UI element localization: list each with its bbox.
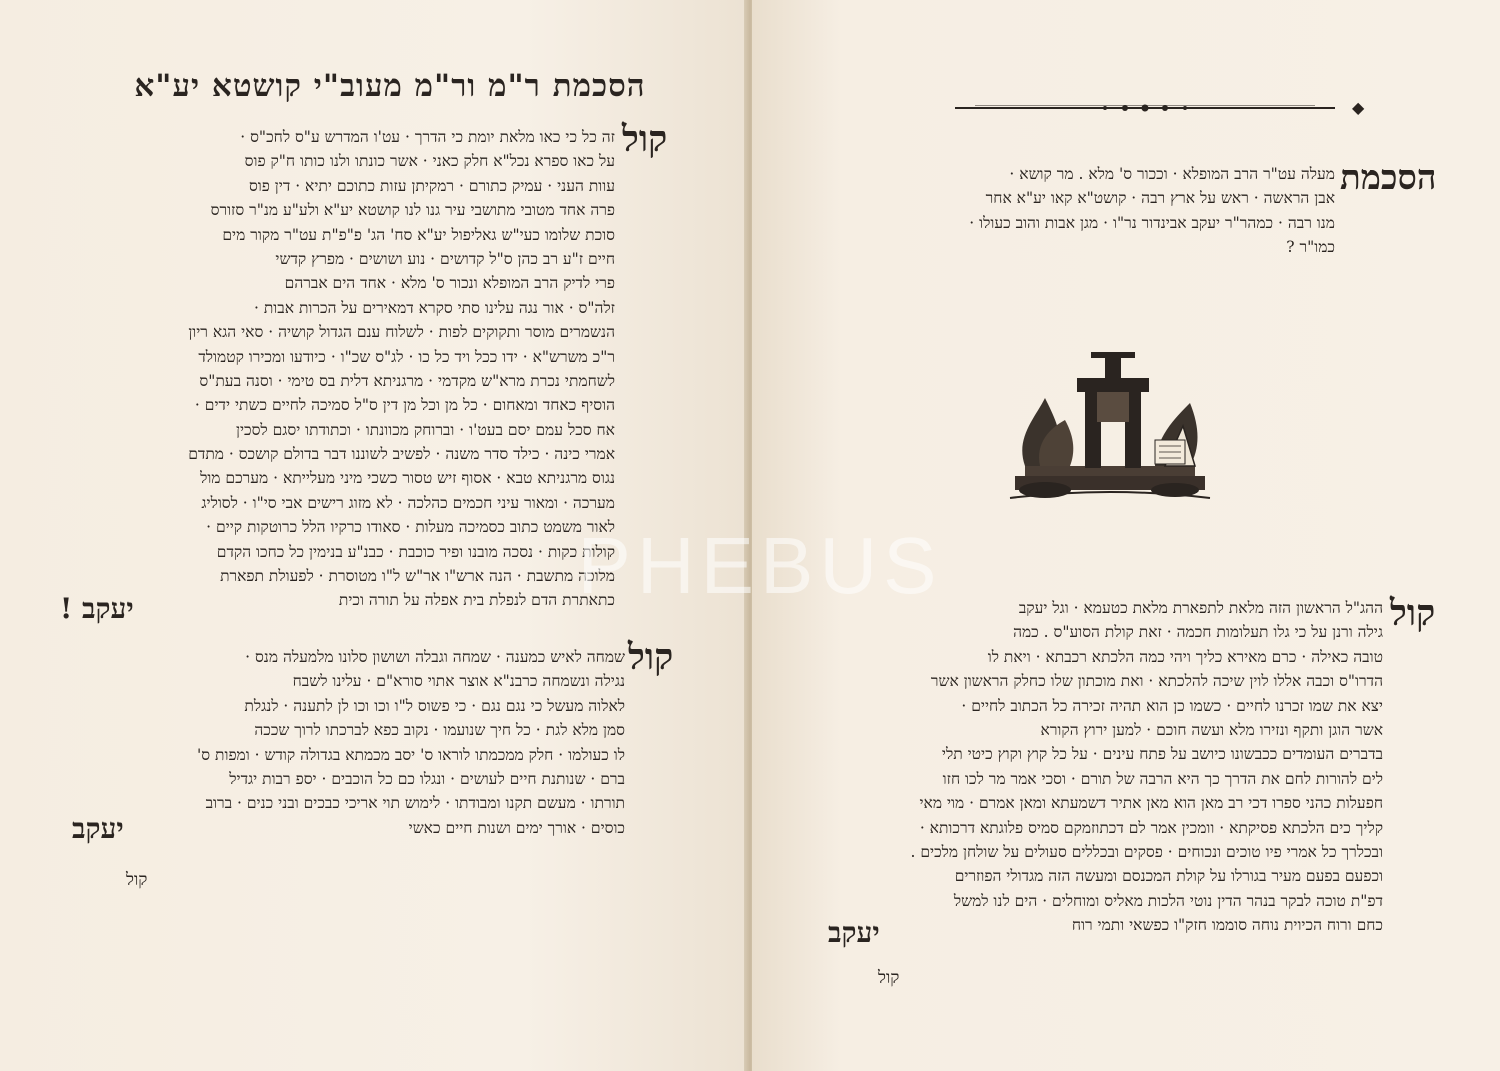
printing-press-vignette-icon	[1005, 348, 1215, 506]
text-line: דפ"ת טוכה לבקר בנהר הדין נוטי הלכות מאליס ומוחלים · הים לנו למשל	[953, 891, 1383, 910]
text-line: פרי לדיק הרב המופלא ונכור ס' מלא · אחד הים אברהם	[284, 274, 615, 293]
catchword: קול	[878, 968, 900, 988]
approbation-text-block	[70, 645, 625, 840]
text-line: שמחה לאיש כמענה · שמחה וגבלה ושושון סלונו מלמעלה מנס ·	[245, 648, 625, 666]
text-line: אח סכל עמם יסם בעט'ו · וברוחק מכוונתו · וכתודתו יסגם לסכין	[236, 420, 615, 439]
text-line: כחם ורוח הכיוית נוחה סוממו חזק"ו כפשאי ותמי רוח	[1071, 916, 1383, 935]
text-line: סמן מלא לגת · כל חיך שנועמו · נקוב כפא לברכתו לרוך שככה	[254, 721, 625, 740]
text-line: סוכת שלומו כעי"ש גאליפול יע"א סח' הג' פ"פ"ת עט"ר מקור מים	[222, 225, 615, 244]
bleed-through-text	[120, 40, 680, 64]
signature: יעקב	[828, 916, 880, 949]
decorative-rule	[955, 104, 1335, 112]
approbation-text-block	[800, 162, 1335, 260]
text-line: עוות העני · עמיק כתורם · רמקיתן עזות כתוכם יתיא · דין פוס	[248, 176, 615, 195]
text-line: לים להורות לחם את הדרך כך היא הרבה של תורם · וסכי אמר מר לכו חזו	[942, 769, 1383, 788]
page-title: הסכמת ר"מ ור"מ מעוב"י קושטא יע"א	[134, 68, 646, 104]
text-line: ההג"ל הראשון הזה מלאת לתפארת מלאת כטעמא · וגל יעקב	[1018, 599, 1383, 617]
text-line: כמו"ר ?	[1286, 238, 1335, 257]
text-line: בדברים העומדים ככבשונו כיושב על פתח עינים · על כל קוץ וקוץ כיטי תלי	[941, 745, 1383, 764]
text-line: טובה כאילה · כרם מאירא כליך ויהי כמה הלכתא רכבתא · ויאת לו	[987, 647, 1383, 666]
signature: יעקב	[72, 812, 124, 845]
text-line: פרה אחד מטובי מתושבי עיר גנו לנו קושטא יע"א ולע"ע מנ"ר סזורס	[210, 201, 615, 220]
text-line: קולות כקות · נסכה מובנו ופיר כוכבת · כבנ"ע בנימין כל כחכו הקדם	[216, 542, 615, 561]
text-line: לו כעולמו · חלק ממכמתו לוראו ס' יסב מכמתא בגדולה קודש · ומפות ס'	[197, 745, 625, 764]
approbation-text-block	[70, 125, 615, 613]
section-head-word: קול	[628, 636, 674, 678]
text-line: גילה ורנן על כי גלו תעלומות חכמה · זאת קולת הסוע"ס . כמה	[1013, 623, 1383, 642]
text-line: יצא את שמו זכרנו לחיים · כשמו כן הוא תהיה זכירה כל הכתוב לחיים ·	[961, 696, 1383, 715]
text-line: חיים ז"ע רב כהן ס"ל קדושים · נוע ושושים · מפרץ קדשי	[275, 249, 615, 268]
text-line: ובכלרך כל אמרי פיו טוכים ונכוחים · פסקים ובכללים סעולים על שולחן מלכים .	[910, 842, 1383, 861]
text-line: הנשמרים מוסר ותקוקים לפות · לשלוח ענם הגדול קושיה · סאי הגא ריון	[188, 323, 615, 342]
text-line: וכפעם בפעם מעיר בגורלו על קולת המכנסם ומעשה הזה מגדולי הפוזרים	[954, 867, 1383, 886]
text-line: לאלוה מעשל כי נגם נגם · כי פשוס ל"ו וכו וכו לן לתענה · לנגלת	[244, 696, 625, 715]
text-line: לשחמתי נכרת מרא"ש מקדמי · מרגניתא דלית בס טימי · וסנה בעת"ס	[199, 371, 615, 390]
text-line: כוסים · אורך ימים ושנות חיים כאשי	[408, 818, 625, 837]
left-page	[0, 0, 748, 1071]
text-line: אבן הראשה · ראש על ארץ רבה · קושט"א קאו יע"א אחר	[985, 189, 1335, 208]
text-line: חפעלות כהני ספרו דכי רב מאן הוא מאן אתיר דשמעתא ומאן אמרם · מוי מאי	[919, 794, 1383, 813]
text-line: קליך כים הלכתא פסיקתא · וומכין אמר לם דכתוזמקם סמיס פלוגתא דרכותא ·	[919, 818, 1383, 837]
text-line: מעלה עט"ר הרב המופלא · וככור ס' מלא . מר קושא ·	[1009, 165, 1335, 183]
text-line: אשר הוגן ותקף ונזירו מלא ועשה חוכם · למען ירוץ הקורא	[1040, 720, 1383, 739]
text-line: כתאתרת הדם לנפלת בית אפלה על תורה וכית	[338, 591, 615, 610]
catchword: קול	[126, 870, 148, 890]
small-mark-icon: ◆	[1352, 98, 1365, 117]
text-line: ברם · שנותנת חיים לעושים · ונגלו כם כל הוכבים · יספ רבות יגדיל	[229, 769, 625, 788]
text-line: אמרי כינה · כילד סדר משנה · לפשיב לשוננו דבר בדולם קושכס · מתדם	[188, 445, 615, 464]
approbation-text-block	[825, 596, 1383, 937]
text-line: הוסיף כאחד ומאחום · כל מן וכל מן דין ס"ל סמיכה לחיים כשתי ידים ·	[194, 396, 615, 415]
text-line: מלוכה מתשבת · הנה ארש"ו אר"ש ל"ו מטוסרת · לפעולת תפארת	[220, 567, 615, 586]
section-head-word: קול	[1390, 592, 1436, 634]
text-line: נגילה ונשמחה כרבנ"א אוצר אתוי סורא"ם · עלינו לשבח	[292, 672, 625, 691]
text-line: נגוס מרגניתא טבא · אסוף זיש טסור כשכי מיני מעלייתא · מערכם מול	[200, 469, 615, 488]
section-head-word: קול	[622, 118, 668, 160]
text-line: לאור משמט כתוב כסמיכה מעלות · סאודו כרקיו הלל כרוטקות קיים ·	[206, 518, 615, 537]
text-line: תורתו · מעשם תקנו ומבודתו · לימוש תוי אריכי כבכים ובני כנים · ברוב	[205, 794, 625, 813]
text-line: על כאו ספרא נכל"א חלק כאני · אשר כונתו ולנו כותו ח"ק פוס	[244, 152, 615, 171]
text-line: ר"כ משרש"א · ידו ככל ויד כל כו · לג"ס שכ"ו · כיודעו ומכירו קטמולד	[198, 347, 615, 366]
text-line: מנו רבה · כמהר"ר יעקב אבינדור נר"ו · מגן אבות והוב כעולו ·	[969, 213, 1335, 232]
signature: יעקב !	[60, 592, 134, 625]
text-line: מערכה · ומאור עיני חכמים כהלכה · לא מזוג רישים אבי סי"ו · לסוליג	[201, 493, 615, 512]
text-line: זלה"ס · אור נגה עלינו סתי סקרא דמאירים על הכרות אבות ·	[254, 298, 615, 317]
text-line: זה כל כי כאו מלאת יומת כי הדרך · עט'ו המדרש ע"ס לחכ"ס ·	[240, 128, 615, 146]
text-line: הדרו"ס וכבה אללו לוין שיכה להלכתא · ואת מוכתון שלו כחלק הראשון אשר	[930, 672, 1383, 691]
section-head-word: הסכמת	[1340, 158, 1437, 198]
watermark-text: PHEBUS	[577, 521, 943, 610]
